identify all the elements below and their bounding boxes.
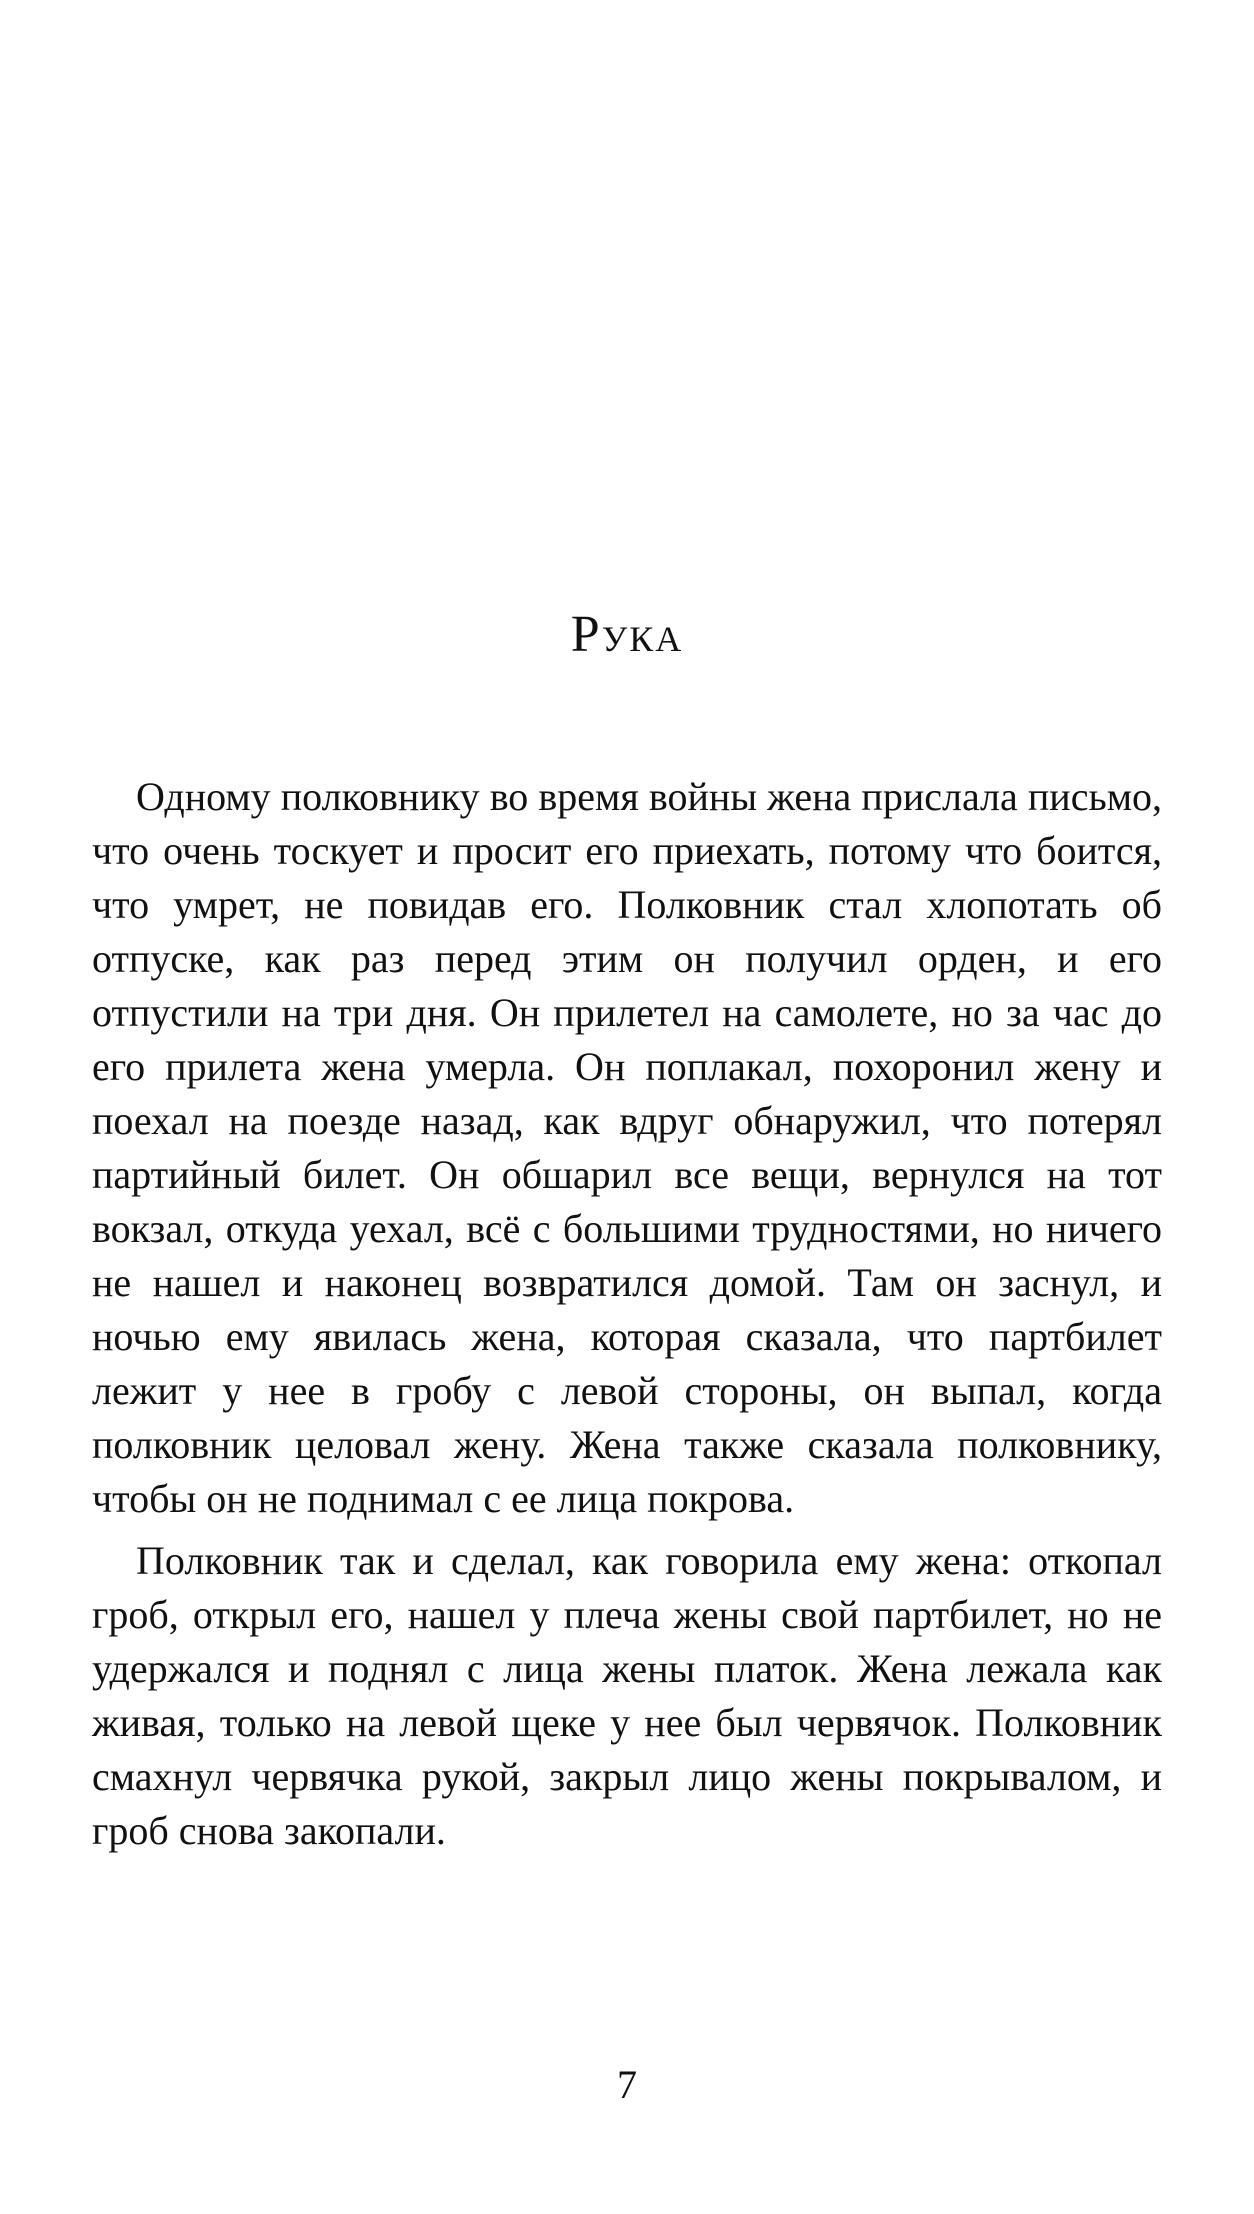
paragraph-2: Полковник так и сделал, как говорила ему жена: откопал гроб, открыл его, нашел у плеча жены свой партбилет, но не удержался и поднял с лица жены платок. Жена лежала как живая, только на левой щеке у нее был червячок. Полковник смахнул червячка рукой, закрыл лицо жены покрывалом, и гроб снова закопали. <box>92 1538 1162 1853</box>
page-number: 7 <box>617 2062 637 2107</box>
chapter-title: Рука <box>570 606 684 663</box>
chapter-body <box>92 770 1162 1858</box>
paragraph-1: Одному полковнику во время войны жена прислала письмо, что очень тоскует и просит его приехать, потому что боится, что умрет, не повидав его. Полковник стал хлопотать об отпуске, как раз перед этим он получил орден, и его отпустили на три дня. Он прилетел на самолете, но за час до его прилета жена умерла. Он поплакал, похоронил жену и поехал на поезде назад, как вдруг обнаружил, что потерял партийный билет. Он обшарил все вещи, вернулся на тот вокзал, откуда уехал, всё с большими трудностями, но ничего не нашел и наконец возвратился домой. Там он заснул, и ночью ему явилась жена, которая сказала, что партбилет лежит у нее в гробу с левой стороны, он выпал, когда полковник целовал жену. Жена также сказала полковнику, чтобы он не поднимал с ее лица покрова. <box>92 774 1162 1521</box>
